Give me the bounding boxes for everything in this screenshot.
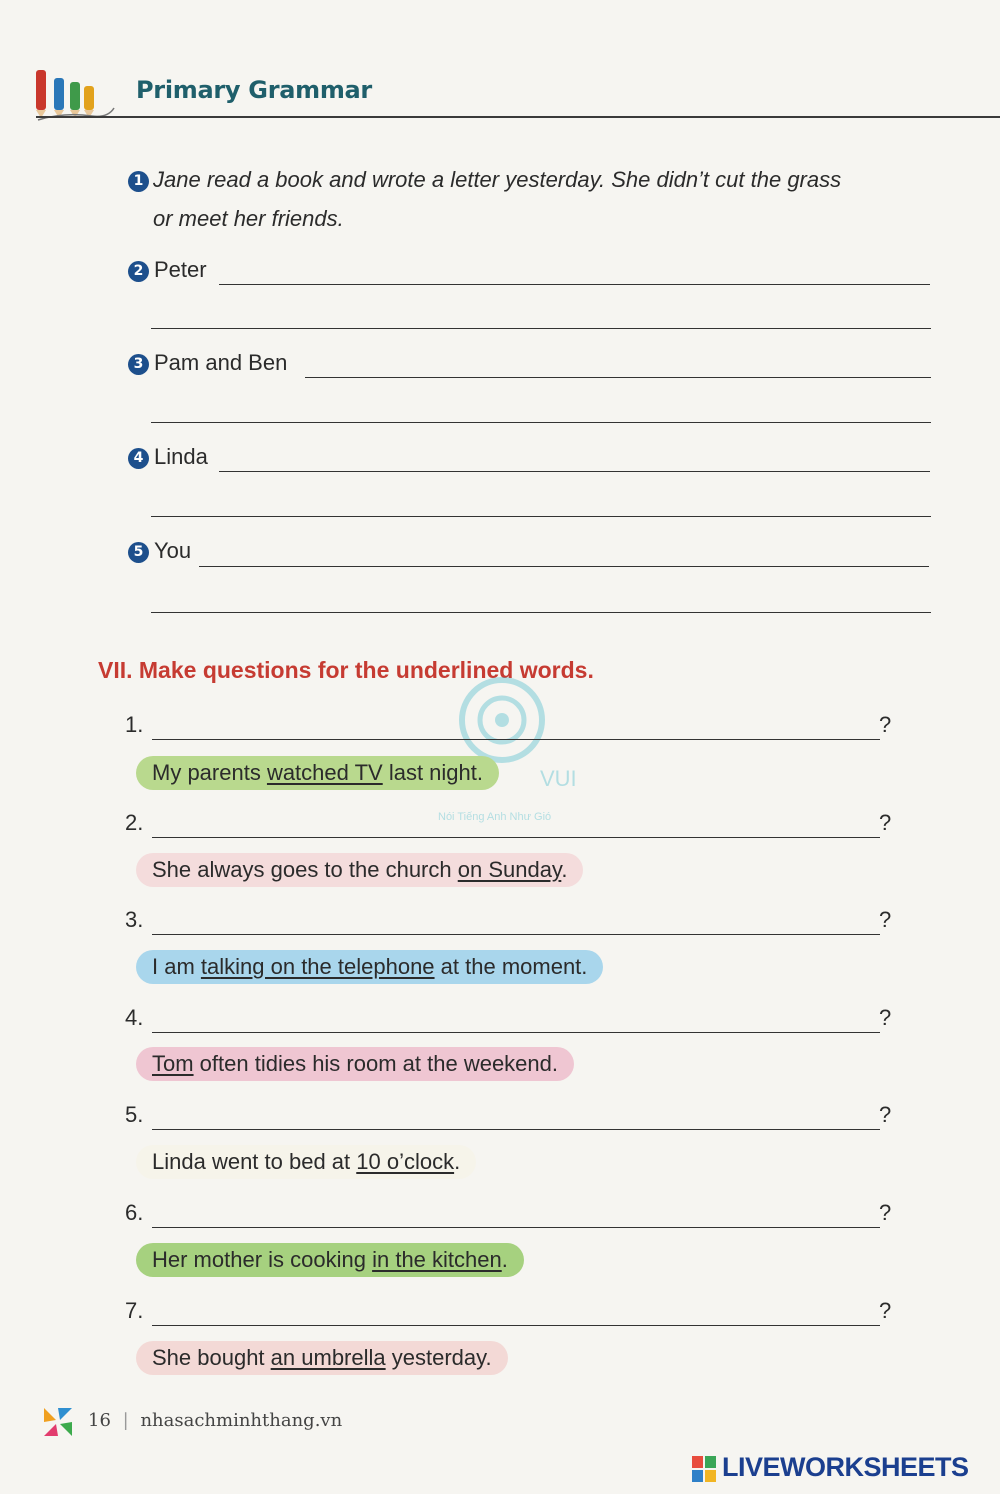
watermark-text: VUI [540,766,577,791]
sentence-text: I am [152,954,201,979]
answer-line[interactable] [219,256,930,285]
question-mark: ? [879,1200,892,1225]
underlined-words: on Sunday [457,857,562,882]
item-number-badge: 2 [128,261,149,282]
answer-line[interactable] [151,300,931,329]
header-divider [36,116,1000,118]
sentence-text: . [454,1149,461,1174]
question-mark: ? [879,712,892,737]
answer-line[interactable] [305,349,931,378]
underlined-words: talking on the telephone [200,954,435,979]
underlined-words: 10 o’clock [356,1149,455,1174]
item-subject: Linda [154,444,208,469]
question-answer-input[interactable] [152,1101,880,1130]
answer-line[interactable] [151,394,931,423]
underlined-words: in the kitchen [372,1247,502,1272]
sentence-text: My parents [152,760,267,785]
question-mark: ? [879,1298,892,1323]
question-mark: ? [879,1102,892,1127]
item-subject: Pam and Ben [154,350,288,375]
sentence-text: Linda went to bed at [152,1149,357,1174]
question-answer-input[interactable] [152,1199,880,1228]
question-mark: ? [879,1005,892,1030]
question-number: 7. [125,1298,144,1323]
sentence-pill [136,950,603,984]
footer-separator: | [122,1410,129,1431]
sentence-text: She bought [152,1345,271,1370]
question-answer-input[interactable] [152,906,880,935]
sentence-text: at the moment. [434,954,588,979]
liveworksheets-brand: LIVEWORKSHEETS [722,1452,969,1482]
question-answer-input[interactable] [152,809,880,838]
underlined-words: an umbrella [270,1345,386,1370]
sentence-text: often tidies his room at the weekend. [193,1051,558,1076]
question-number: 2. [125,810,144,835]
sentence-text: . [501,1247,508,1272]
question-mark: ? [879,907,892,932]
example-sentence-line1: Jane read a book and wrote a letter yesterday. She didn’t cut the grass [153,167,842,192]
question-number: 5. [125,1102,144,1127]
publisher-logo-icon [42,1406,74,1438]
sentence-pill [136,756,499,790]
watermark-tagline: Nói Tiếng Anh Như Gió [438,811,552,823]
answer-line[interactable] [219,443,930,472]
sentence-pill [136,1047,574,1081]
question-number: 3. [125,907,144,932]
sentence-text: yesterday. [385,1345,492,1370]
example-sentence-line2: or meet her friends. [153,206,344,231]
watermark-logo-icon [438,678,577,828]
footer-info [88,1410,342,1431]
item-number-badge: 4 [128,448,149,469]
publisher-site: nhasachminhthang.vn [140,1410,343,1431]
sentence-pill [136,1341,508,1375]
sentence-text: last night. [382,760,483,785]
liveworksheets-logo-icon [692,1454,718,1484]
item-number-badge: 1 [128,171,149,192]
sentence-text: She always goes to the church [152,857,458,882]
question-number: 6. [125,1200,144,1225]
sentence-text: . [561,857,568,882]
question-number: 1. [125,712,144,737]
item-number-badge: 3 [128,354,149,375]
question-answer-input[interactable] [152,1004,880,1033]
question-answer-input[interactable] [152,711,880,740]
question-mark: ? [879,810,892,835]
item-subject: You [154,538,192,563]
item-number-badge: 5 [128,542,149,563]
page-number: 16 [88,1410,111,1431]
answer-line[interactable] [199,538,929,567]
question-answer-input[interactable] [152,1297,880,1326]
sentence-pill [136,1243,524,1277]
header-title: Primary Grammar [136,76,372,104]
sentence-pill [136,1145,476,1179]
sentence-text: Her mother is cooking [152,1247,373,1272]
question-number: 4. [125,1005,144,1030]
answer-line[interactable] [151,488,931,517]
item-subject: Peter [154,257,207,282]
underlined-words: Tom [152,1051,194,1076]
sentence-pill [136,853,583,887]
underlined-words: watched TV [266,760,383,785]
section-title: VII. Make questions for the underlined words. [98,657,594,683]
answer-line[interactable] [151,584,931,613]
